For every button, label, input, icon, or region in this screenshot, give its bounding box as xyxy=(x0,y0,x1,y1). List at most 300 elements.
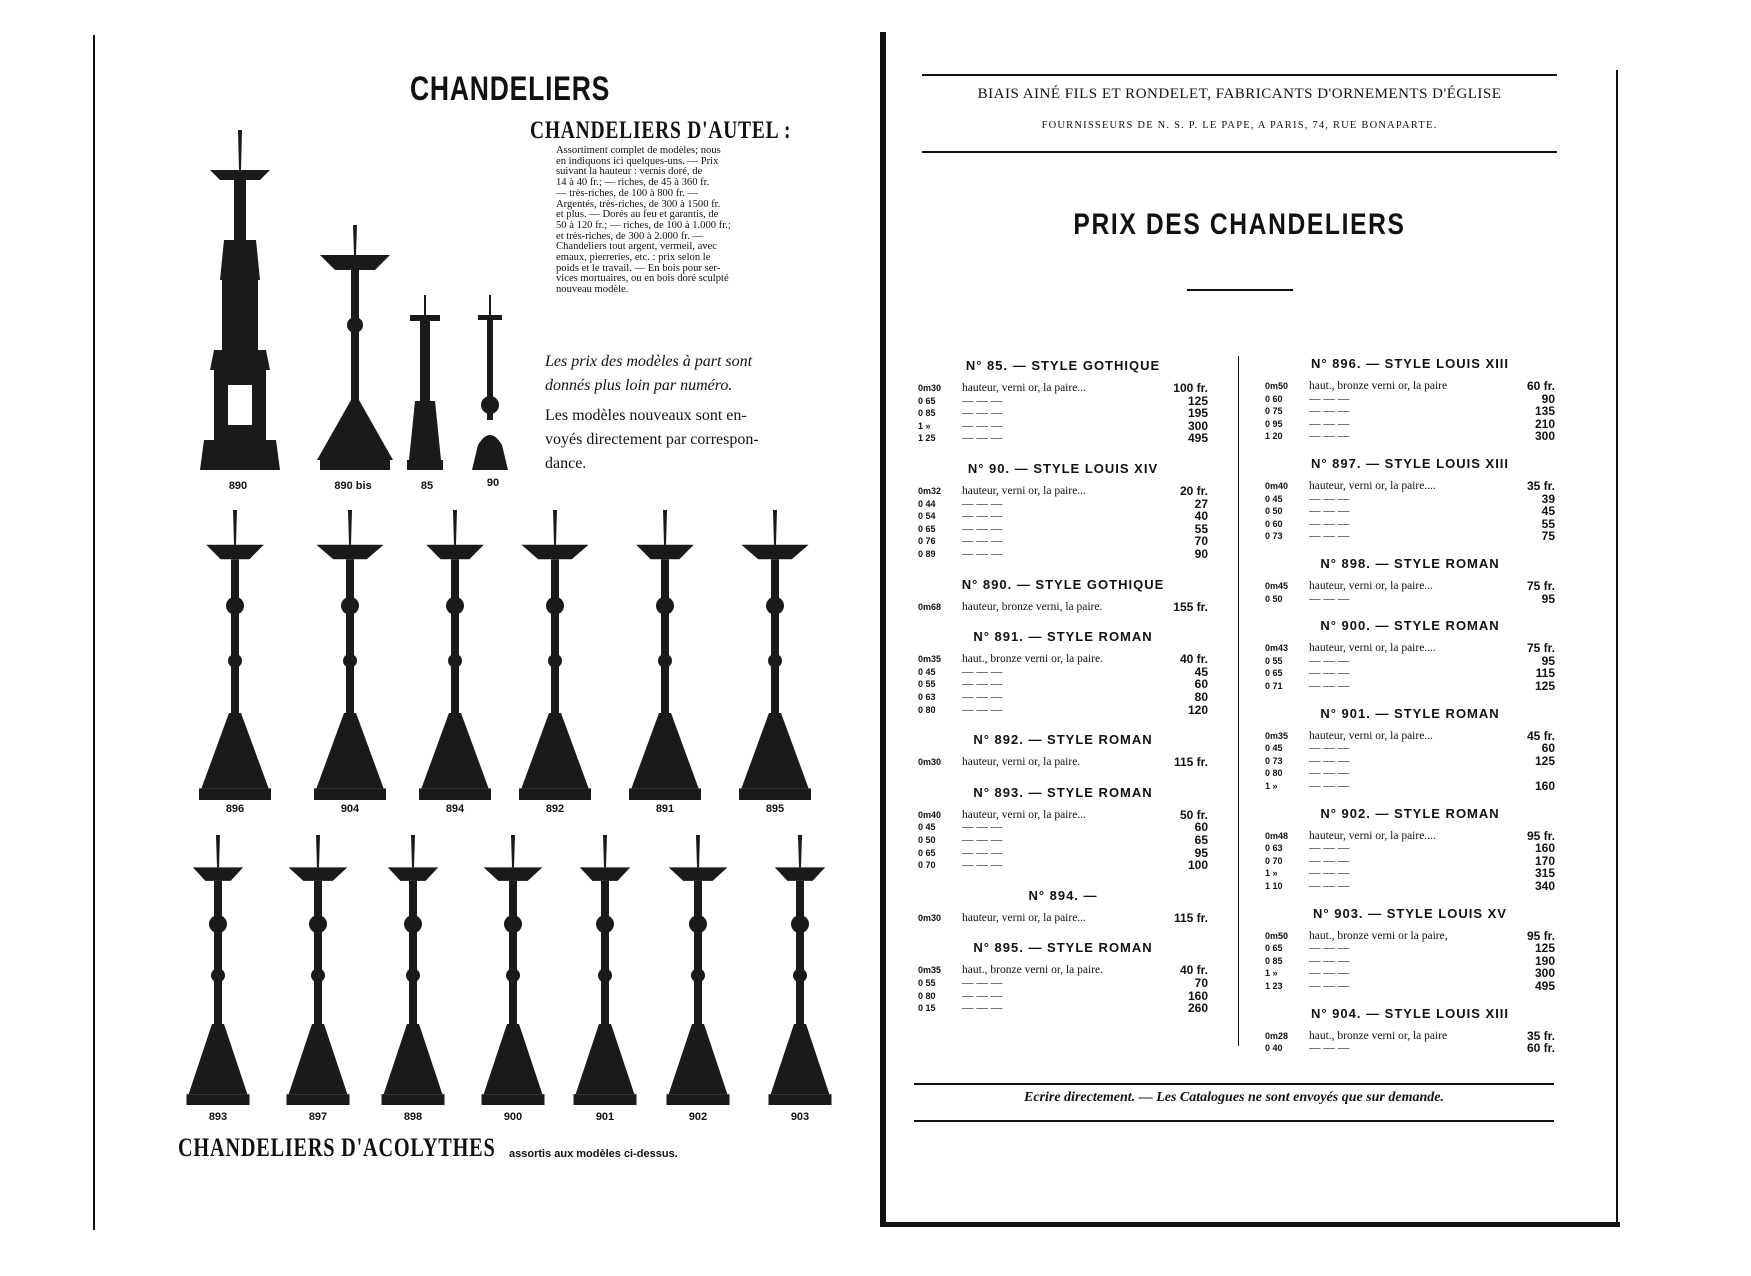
price-price: 65 xyxy=(1194,833,1208,847)
price-size: 0 45 xyxy=(1265,493,1283,504)
price-price: 340 xyxy=(1534,879,1555,893)
publisher-header-line2: FOURNISSEURS DE N. S. P. LE PAPE, A PARIS, 74, RUE BONAPARTE. xyxy=(1041,120,1438,131)
price-price: 115 fr. xyxy=(1173,755,1208,770)
price-row xyxy=(1265,380,1555,392)
price-desc: — — — xyxy=(962,989,1003,1002)
footer-rule-bottom xyxy=(914,1120,1554,1122)
price-size: 0m50 xyxy=(1265,381,1289,391)
price-price: 95 xyxy=(1541,653,1555,668)
intro-line: Chandeliers tout argent, vermeil, avec xyxy=(556,241,718,253)
price-size: 0 50 xyxy=(1265,506,1283,517)
price-section-title: N° 903. — STYLE LOUIS XV xyxy=(1313,905,1507,921)
price-desc: — — — xyxy=(962,859,1003,872)
price-row xyxy=(918,912,1208,924)
caption-894: 894 xyxy=(445,803,465,815)
price-size: 0m28 xyxy=(1265,1030,1289,1041)
price-size: 0 76 xyxy=(918,536,936,547)
price-desc: — — — xyxy=(1309,967,1350,980)
intro-line: emaux, pierreries, etc. : prix selon le xyxy=(556,252,711,264)
price-desc: hauteur, verni or, la paire. xyxy=(962,756,1081,769)
price-desc: — — — xyxy=(1309,492,1350,505)
price-size: 0m45 xyxy=(1265,581,1289,591)
price-row xyxy=(1265,755,1555,767)
price-price: 160 xyxy=(1534,841,1555,856)
price-price: 95 xyxy=(1194,845,1208,860)
price-section-title: N° 898. — STYLE ROMAN xyxy=(1320,556,1500,571)
price-price: 120 xyxy=(1187,702,1208,717)
intro-line: et très-riches, de 300 à 2.000 fr. — xyxy=(556,230,704,242)
price-row xyxy=(1265,942,1555,954)
caption-896: 896 xyxy=(225,803,245,815)
price-row xyxy=(1265,680,1555,692)
left-page-title: CHANDELIERS xyxy=(410,70,611,108)
price-desc: — — — xyxy=(1309,980,1350,992)
price-price: 70 xyxy=(1194,976,1208,990)
price-size: 0m40 xyxy=(1265,481,1289,491)
price-price: 40 fr. xyxy=(1179,652,1208,667)
price-price: 160 xyxy=(1187,988,1208,1003)
price-size: 0 65 xyxy=(918,847,936,858)
price-desc: — — — xyxy=(1309,680,1350,692)
price-price: 60 xyxy=(1541,741,1555,756)
price-price: 60 xyxy=(1194,820,1208,835)
price-price: 115 xyxy=(1535,666,1555,681)
price-section-title: N° 90. — STYLE LOUIS XIV xyxy=(967,461,1159,476)
price-row xyxy=(918,382,1208,394)
price-row xyxy=(1265,867,1555,879)
price-desc: hauteur, verni or, la paire... xyxy=(962,485,1086,497)
price-row xyxy=(918,548,1208,560)
price-row xyxy=(1265,642,1555,654)
price-row xyxy=(918,809,1208,821)
price-row xyxy=(918,834,1208,846)
price-desc: hauteur, verni or, la paire.... xyxy=(1309,642,1436,655)
price-row xyxy=(918,498,1208,510)
price-size: 0 85 xyxy=(1265,955,1283,966)
caption-890bis: 890 bis xyxy=(334,480,372,492)
price-desc: — — — xyxy=(1309,405,1350,418)
candlestick-900-illustration xyxy=(478,835,548,1105)
price-row xyxy=(918,691,1208,703)
header-rule-top xyxy=(922,74,1557,76)
price-desc: — — — xyxy=(1309,517,1350,530)
price-section-title: N° 85. — STYLE GOTHIQUE xyxy=(965,358,1161,373)
price-desc: hauteur, verni or, la paire... xyxy=(1309,729,1433,742)
autel-intro xyxy=(556,146,821,296)
price-section-title: N° 893. — STYLE ROMAN xyxy=(973,784,1153,800)
price-desc: — — — xyxy=(1309,880,1350,892)
candlestick-898-illustration xyxy=(378,835,448,1105)
price-desc: — — — xyxy=(962,665,1003,678)
price-row xyxy=(1265,393,1555,405)
price-desc: — — — xyxy=(1309,505,1350,518)
price-row xyxy=(918,395,1208,407)
price-size: 0 71 xyxy=(1265,681,1283,691)
price-section-title: N° 896. — STYLE LOUIS XIII xyxy=(1310,356,1510,371)
price-price: 125 xyxy=(1187,393,1208,408)
price-price: 27 xyxy=(1194,496,1208,511)
note-italic-line: donnés plus loin par numéro. xyxy=(545,377,733,394)
candlestick-90-illustration xyxy=(470,295,510,475)
price-desc: — — — xyxy=(962,1002,1003,1015)
price-price: 190 xyxy=(1534,953,1555,968)
price-row xyxy=(918,756,1208,768)
price-row xyxy=(1265,593,1555,605)
price-size: 0 54 xyxy=(918,511,936,522)
price-price: 60 fr. xyxy=(1526,1041,1555,1056)
price-price: 60 xyxy=(1194,677,1208,692)
price-size: 0 80 xyxy=(918,704,936,715)
price-row xyxy=(918,523,1208,535)
price-price: 125 xyxy=(1534,679,1555,693)
price-desc: — — — xyxy=(1309,954,1350,967)
candlestick-891-illustration xyxy=(625,510,705,800)
price-desc: — — — xyxy=(962,535,1003,548)
caption-90: 90 xyxy=(486,477,500,489)
price-row xyxy=(918,535,1208,547)
price-desc: — — — xyxy=(962,678,1003,691)
price-size: 0 15 xyxy=(918,1003,936,1014)
price-price: 135 xyxy=(1534,404,1555,419)
publisher-header-line1: BIAIS AINÉ FILS ET RONDELET, FABRICANTS D'ORNEMENTS D'ÉGLISE xyxy=(977,86,1502,102)
price-desc: haut., bronze verni or, la paire xyxy=(1309,1029,1448,1042)
intro-line: poids et le travail. — En bois pour ser- xyxy=(556,262,721,274)
price-desc: — — — xyxy=(1309,417,1350,430)
price-size: 0 50 xyxy=(918,835,936,845)
price-row xyxy=(1265,842,1555,854)
price-desc: hauteur, verni or, la paire... xyxy=(962,911,1086,924)
price-row xyxy=(1265,493,1555,505)
price-row xyxy=(1265,1042,1555,1054)
candlestick-897-illustration xyxy=(283,835,353,1105)
price-size: 0 70 xyxy=(1265,855,1283,866)
footer-note: Ecrire directement. — Les Catalogues ne sont envoyés que sur demande. xyxy=(1024,1090,1444,1105)
price-row xyxy=(918,1002,1208,1014)
price-row xyxy=(1265,742,1555,754)
price-desc: hauteur, verni or, la paire.... xyxy=(1309,829,1436,842)
price-price: 20 fr. xyxy=(1179,484,1208,498)
price-desc: — — — xyxy=(1309,592,1350,605)
price-price: 39 xyxy=(1541,491,1555,506)
intro-line: 50 à 120 fr.; — riches, de 100 à 1.000 fr.; xyxy=(556,219,731,231)
price-size: 0 63 xyxy=(918,692,936,702)
price-row xyxy=(1265,955,1555,967)
price-desc: haut., bronze verni or, la paire xyxy=(1309,380,1448,392)
price-size: 0m68 xyxy=(918,601,942,612)
price-price: 90 xyxy=(1194,547,1208,561)
acolythes-note: assortis aux modèles ci-dessus. xyxy=(509,1148,678,1160)
price-price: 100 fr. xyxy=(1173,381,1208,395)
header-rule-bottom xyxy=(922,151,1557,153)
price-price: 90 xyxy=(1541,391,1555,406)
price-section-title: N° 895. — STYLE ROMAN xyxy=(973,940,1153,956)
price-row xyxy=(918,859,1208,871)
price-row xyxy=(1265,530,1555,542)
price-size: 1 » xyxy=(1265,781,1278,791)
price-row xyxy=(1265,980,1555,992)
price-price: 195 xyxy=(1187,406,1208,421)
column-divider xyxy=(1238,356,1239,1046)
caption-904: 904 xyxy=(340,803,360,815)
price-desc: — — — xyxy=(1309,667,1350,680)
caption-900: 900 xyxy=(503,1111,523,1123)
price-desc: — — — xyxy=(1309,842,1350,855)
price-row xyxy=(918,847,1208,859)
price-size: 0m30 xyxy=(918,757,942,768)
price-desc: — — — xyxy=(962,834,1003,846)
caption-895: 895 xyxy=(765,803,785,815)
price-row xyxy=(918,407,1208,419)
price-price: 50 fr. xyxy=(1179,807,1208,822)
price-price: 155 fr. xyxy=(1173,599,1208,614)
price-row xyxy=(1265,880,1555,892)
price-price: 125 xyxy=(1534,753,1555,768)
price-desc: — — — xyxy=(962,821,1003,834)
price-size: 1 25 xyxy=(918,433,936,444)
price-price: 60 fr. xyxy=(1526,379,1555,393)
price-price: 45 xyxy=(1194,664,1208,679)
price-desc: — — — xyxy=(962,394,1003,407)
price-price: 495 xyxy=(1534,979,1555,993)
price-size: 0m40 xyxy=(918,809,942,820)
right-page-left-edge xyxy=(880,32,886,1227)
price-desc: — — — xyxy=(962,497,1003,510)
prices-title: PRIX DES CHANDELIERS xyxy=(1073,208,1406,241)
caption-897: 897 xyxy=(308,1111,328,1123)
price-size: 0m35 xyxy=(918,654,942,665)
price-price: 160 xyxy=(1534,779,1555,793)
candlestick-901-illustration xyxy=(570,835,640,1105)
price-price: 95 fr. xyxy=(1526,828,1555,843)
price-price: 95 xyxy=(1541,591,1555,606)
price-row xyxy=(918,666,1208,678)
price-row xyxy=(1265,505,1555,517)
price-section-title: N° 904. — STYLE LOUIS XIII xyxy=(1310,1005,1510,1021)
price-price: 40 xyxy=(1194,509,1208,524)
caption-893: 893 xyxy=(208,1111,228,1123)
price-size: 0m35 xyxy=(918,965,942,976)
price-desc: haut., bronze verni or, la paire. xyxy=(962,653,1103,666)
price-price: 70 xyxy=(1194,534,1208,549)
price-row xyxy=(1265,730,1555,742)
intro-line: et plus. — Dorés au feu et garantis, de xyxy=(556,209,719,221)
price-desc: hauteur, verni or, la paire... xyxy=(962,382,1086,394)
note-text xyxy=(545,404,825,476)
intro-line: Assortiment complet de modèles; nous xyxy=(556,145,721,156)
intro-line: nouveau modèle. xyxy=(556,284,629,296)
price-size: 1 » xyxy=(918,420,931,431)
candlestick-903-illustration xyxy=(765,835,835,1105)
title-underline xyxy=(1187,289,1293,291)
price-row xyxy=(1265,430,1555,442)
price-row xyxy=(918,653,1208,665)
price-price: 40 fr. xyxy=(1179,963,1208,978)
price-price: 170 xyxy=(1534,853,1555,868)
intro-line: — très-riches, de 100 à 800 fr. — xyxy=(556,187,699,199)
price-desc: — — — xyxy=(962,510,1003,523)
intro-line: vices mortuaires, ou en bois doré sculpté xyxy=(556,273,729,285)
price-row xyxy=(1265,767,1555,779)
price-desc: — — — xyxy=(962,691,1003,703)
note-text-line: voyés directement par correspon- xyxy=(545,431,759,448)
price-row xyxy=(1265,518,1555,530)
caption-890: 890 xyxy=(228,480,248,492)
right-page-right-edge xyxy=(1616,70,1618,1227)
price-price: 45 xyxy=(1541,504,1555,519)
price-size: 1 20 xyxy=(1265,431,1283,442)
price-size: 0 73 xyxy=(1265,531,1283,542)
price-size: 0 80 xyxy=(918,990,936,1001)
price-price: 300 xyxy=(1187,418,1208,433)
price-row xyxy=(918,432,1208,444)
price-size: 0 95 xyxy=(1265,418,1283,429)
price-section-title: N° 894. — xyxy=(1028,887,1098,903)
price-row xyxy=(918,601,1208,613)
price-desc: — — — xyxy=(1309,754,1350,767)
price-desc: — — — xyxy=(962,548,1003,560)
price-row xyxy=(918,420,1208,432)
price-section-title: N° 892. — STYLE ROMAN xyxy=(973,732,1153,748)
price-size: 0 65 xyxy=(918,523,936,534)
caption-892: 892 xyxy=(545,803,565,815)
candlestick-85-illustration xyxy=(405,295,445,475)
price-row xyxy=(918,977,1208,989)
price-section-title: N° 901. — STYLE ROMAN xyxy=(1320,705,1500,721)
price-row xyxy=(1265,780,1555,792)
price-size: 0m50 xyxy=(1265,930,1289,941)
candlestick-893-illustration xyxy=(183,835,253,1105)
price-section-title: N° 902. — STYLE ROMAN xyxy=(1320,805,1500,821)
price-row xyxy=(1265,830,1555,842)
price-price: 100 xyxy=(1187,858,1208,873)
price-price: 495 xyxy=(1187,431,1208,446)
price-row xyxy=(918,678,1208,690)
price-row xyxy=(1265,930,1555,942)
candlestick-894-illustration xyxy=(415,510,495,800)
price-desc: — — — xyxy=(962,419,1003,432)
price-size: 0m30 xyxy=(918,912,942,923)
price-price: 300 xyxy=(1534,966,1555,981)
candlestick-896-illustration xyxy=(195,510,275,800)
price-size: 0 40 xyxy=(1265,1043,1283,1054)
price-size: 0 45 xyxy=(1265,743,1283,754)
left-page-edge xyxy=(93,35,95,1230)
price-size: 1 » xyxy=(1265,968,1278,979)
price-size: 0m32 xyxy=(918,486,942,496)
price-row xyxy=(1265,1030,1555,1042)
price-size: 0 80 xyxy=(1265,768,1283,779)
price-price: 35 fr. xyxy=(1526,479,1555,493)
intro-line: suivant la hauteur : vernis doré, de xyxy=(556,166,703,178)
price-row xyxy=(918,990,1208,1002)
price-size: 0 60 xyxy=(1265,518,1283,529)
price-desc: haut., bronze verni or, la paire. xyxy=(962,964,1103,977)
note-italic xyxy=(545,350,825,398)
price-size: 0 65 xyxy=(918,395,936,406)
caption-85: 85 xyxy=(420,480,434,492)
price-section-title: N° 890. — STYLE GOTHIQUE xyxy=(961,576,1165,592)
price-size: 0 45 xyxy=(918,822,936,833)
candlestick-904-illustration xyxy=(310,510,390,800)
caption-898: 898 xyxy=(403,1111,423,1123)
price-desc: — — — xyxy=(1309,942,1350,955)
price-price: 45 fr. xyxy=(1526,728,1555,743)
price-desc: hauteur, bronze verni, la paire. xyxy=(962,600,1103,613)
price-row xyxy=(1265,405,1555,417)
price-section-title: N° 900. — STYLE ROMAN xyxy=(1320,618,1500,634)
price-size: 1 10 xyxy=(1265,881,1283,891)
price-size: 0 65 xyxy=(1265,668,1283,679)
candlestick-895-illustration xyxy=(735,510,815,800)
price-desc: — — — xyxy=(1309,430,1350,443)
price-desc: hauteur, verni or, la paire... xyxy=(1309,580,1433,592)
caption-891: 891 xyxy=(655,803,675,815)
price-section-title: N° 897. — STYLE LOUIS XIII xyxy=(1310,456,1510,471)
price-desc: — — — xyxy=(1309,742,1350,755)
price-section-title: N° 891. — STYLE ROMAN xyxy=(973,629,1153,645)
price-row xyxy=(1265,418,1555,430)
candlestick-890bis-illustration xyxy=(315,225,395,475)
price-desc: — — — xyxy=(1309,767,1350,780)
caption-903: 903 xyxy=(790,1111,810,1123)
price-size: 0 89 xyxy=(918,549,936,559)
intro-line: Argentés, très-riches, de 300 à 1500 fr. xyxy=(556,198,721,210)
price-price: 95 fr. xyxy=(1526,928,1555,943)
price-price: 55 xyxy=(1194,521,1208,536)
candlestick-890-illustration xyxy=(200,130,280,475)
price-size: 0 55 xyxy=(1265,655,1283,666)
price-size: 0 63 xyxy=(1265,843,1283,854)
price-price: 75 fr. xyxy=(1526,579,1555,593)
price-price: 210 xyxy=(1534,416,1555,431)
price-size: 0m43 xyxy=(1265,643,1289,654)
price-size: 0 44 xyxy=(918,498,936,509)
price-size: 0m30 xyxy=(918,383,942,393)
price-row xyxy=(918,821,1208,833)
price-desc: — — — xyxy=(1309,867,1350,880)
price-size: 0m35 xyxy=(1265,730,1289,741)
note-text-line: dance. xyxy=(545,455,587,472)
price-row xyxy=(918,964,1208,976)
price-price: 115 fr. xyxy=(1173,910,1208,925)
price-desc: — — — xyxy=(962,432,1003,445)
price-desc: — — — xyxy=(962,522,1003,535)
price-size: 0 85 xyxy=(918,408,936,419)
price-size: 0 55 xyxy=(918,679,936,690)
candlestick-902-illustration xyxy=(663,835,733,1105)
price-size: 0 45 xyxy=(918,666,936,677)
intro-line: en indiquons ici quelques-uns. — Prix xyxy=(556,155,719,167)
price-desc: — — — xyxy=(1309,530,1350,543)
price-desc: — — — xyxy=(1309,654,1350,667)
price-desc: — — — xyxy=(1309,854,1350,867)
price-price: 75 fr. xyxy=(1526,641,1555,656)
price-size: 0 60 xyxy=(1265,393,1283,404)
price-price: 300 xyxy=(1534,429,1555,444)
price-size: 1 23 xyxy=(1265,981,1283,991)
price-row xyxy=(1265,580,1555,592)
price-desc: — — — xyxy=(1309,780,1350,792)
price-desc: haut., bronze verni or la paire, xyxy=(1309,929,1448,942)
price-row xyxy=(918,510,1208,522)
price-desc: — — — xyxy=(1309,392,1350,405)
price-row xyxy=(1265,855,1555,867)
price-row xyxy=(918,485,1208,497)
note-text-line: Les modèles nouveaux sont en- xyxy=(545,407,747,424)
price-row xyxy=(1265,667,1555,679)
caption-901: 901 xyxy=(595,1111,615,1123)
price-desc: hauteur, verni or, la paire.... xyxy=(1309,480,1436,492)
